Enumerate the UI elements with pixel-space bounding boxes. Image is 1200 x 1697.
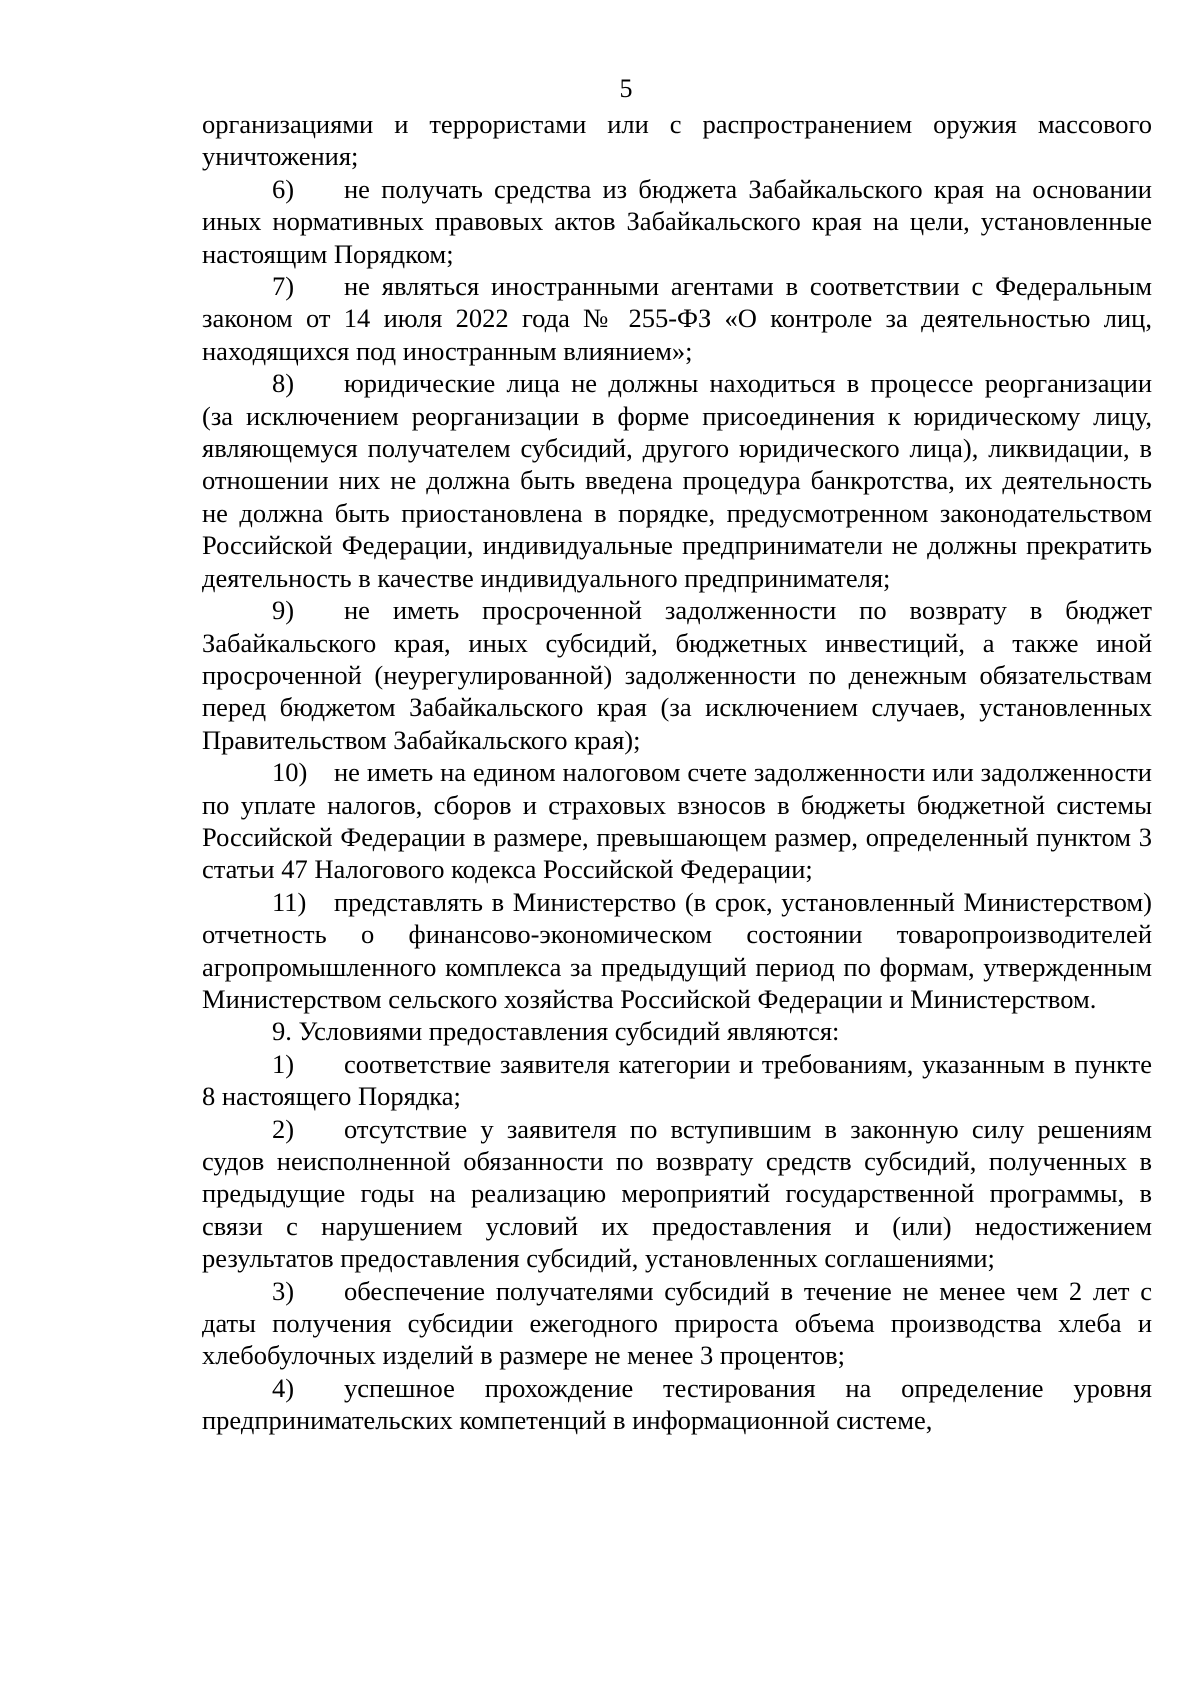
item-number: 11)	[272, 886, 307, 917]
item-text: представлять в Министерство (в срок, установленный Министерством) отчетность о финансово-экономическом состоянии товаропроизводителей агропромышленного комплекса за предыдущий период по формам, утвержденным Министерством сельского хозяйства Российской Федерации и Министерством.	[202, 886, 1152, 1014]
item-number: 8)	[272, 368, 295, 399]
list-item-3	[202, 1275, 1152, 1372]
item-number: 10)	[272, 757, 308, 788]
item-text: соответствие заявителя категории и требованиям, указанным в пункте 8 настоящего Порядка;	[202, 1048, 1152, 1112]
item-text: отсутствие у заявителя по вступившим в законную силу решениям судов неисполненной обязанности по возврату средств субсидий, полученных в предыдущие годы на реализацию мероприятий государственной программы, в связи с нарушением условий их предоставления и (или) недостижением результатов предоставления субсидий, установленных соглашениями;	[202, 1113, 1152, 1274]
list-item-9	[202, 594, 1152, 756]
item-number: 7)	[272, 271, 295, 302]
list-item-6	[202, 173, 1152, 270]
list-item-10	[202, 756, 1152, 886]
item-text: юридические лица не должны находиться в процессе реорганизации (за исключением реорганизации в форме присоединения к юридическому лицу, являющемуся получателем субсидий, другого юридического лица), ликвидации, в отношении них не должна быть введена процедура банкротства, их деятельность не должна быть приостановлена в порядке, предусмотренном законодательством Российской Федерации, индивидуальные предприниматели не должны прекратить деятельность в качестве индивидуального предпринимателя;	[202, 368, 1152, 593]
item-number: 4)	[272, 1372, 295, 1403]
list-item-7	[202, 270, 1152, 367]
item-number: 1)	[272, 1048, 295, 1079]
item-text: успешное прохождение тестирования на определение уровня предпринимательских компетенций в информационной системе,	[202, 1372, 1152, 1436]
item-text: обеспечение получателями субсидий в течение не менее чем 2 лет с даты получения субсидии ежегодного прироста объема производства хлеба и хлебобулочных изделий в размере не менее 3 процентов;	[202, 1275, 1152, 1371]
paragraph-continuation	[202, 108, 1152, 173]
item-text: не иметь на едином налоговом счете задолженности или задолженности по уплате налогов, сборов и страховых взносов в бюджеты бюджетной системы Российской Федерации в размере, превышающем размер, определенный пунктом 3 статьи 47 Налогового кодекса Российской Федерации;	[202, 757, 1152, 885]
page-number: 5	[619, 74, 633, 103]
list-item-11	[202, 886, 1152, 1016]
document-body	[202, 108, 1152, 1437]
list-item-1	[202, 1048, 1152, 1113]
item-number: 9)	[272, 595, 295, 626]
list-item-2	[202, 1113, 1152, 1275]
section-heading-9	[202, 1015, 1152, 1047]
item-number: 3)	[272, 1275, 295, 1306]
item-number: 6)	[272, 173, 295, 204]
list-item-4	[202, 1372, 1152, 1437]
paragraph-text: 9. Условиями предоставления субсидий являются:	[272, 1016, 840, 1047]
list-item-8	[202, 367, 1152, 594]
item-text: не являться иностранными агентами в соответствии с Федеральным законом от 14 июля 2022 года № 255-ФЗ «О контроле за деятельностью лиц, находящихся под иностранным влиянием»;	[202, 271, 1152, 366]
item-number: 2)	[272, 1113, 295, 1144]
item-text: не получать средства из бюджета Забайкальского края на основании иных нормативных правовых актов Забайкальского края на цели, установленные настоящим Порядком;	[202, 173, 1152, 269]
paragraph-text: организациями и террористами или с распространением оружия массового уничтожения;	[202, 109, 1152, 172]
item-text: не иметь просроченной задолженности по возврату в бюджет Забайкальского края, иных субсидий, бюджетных инвестиций, а также иной просроченной (неурегулированной) задолженности по денежным обязательствам перед бюджетом Забайкальского края (за исключением случаев, установленных Правительством Забайкальского края);	[202, 595, 1152, 755]
